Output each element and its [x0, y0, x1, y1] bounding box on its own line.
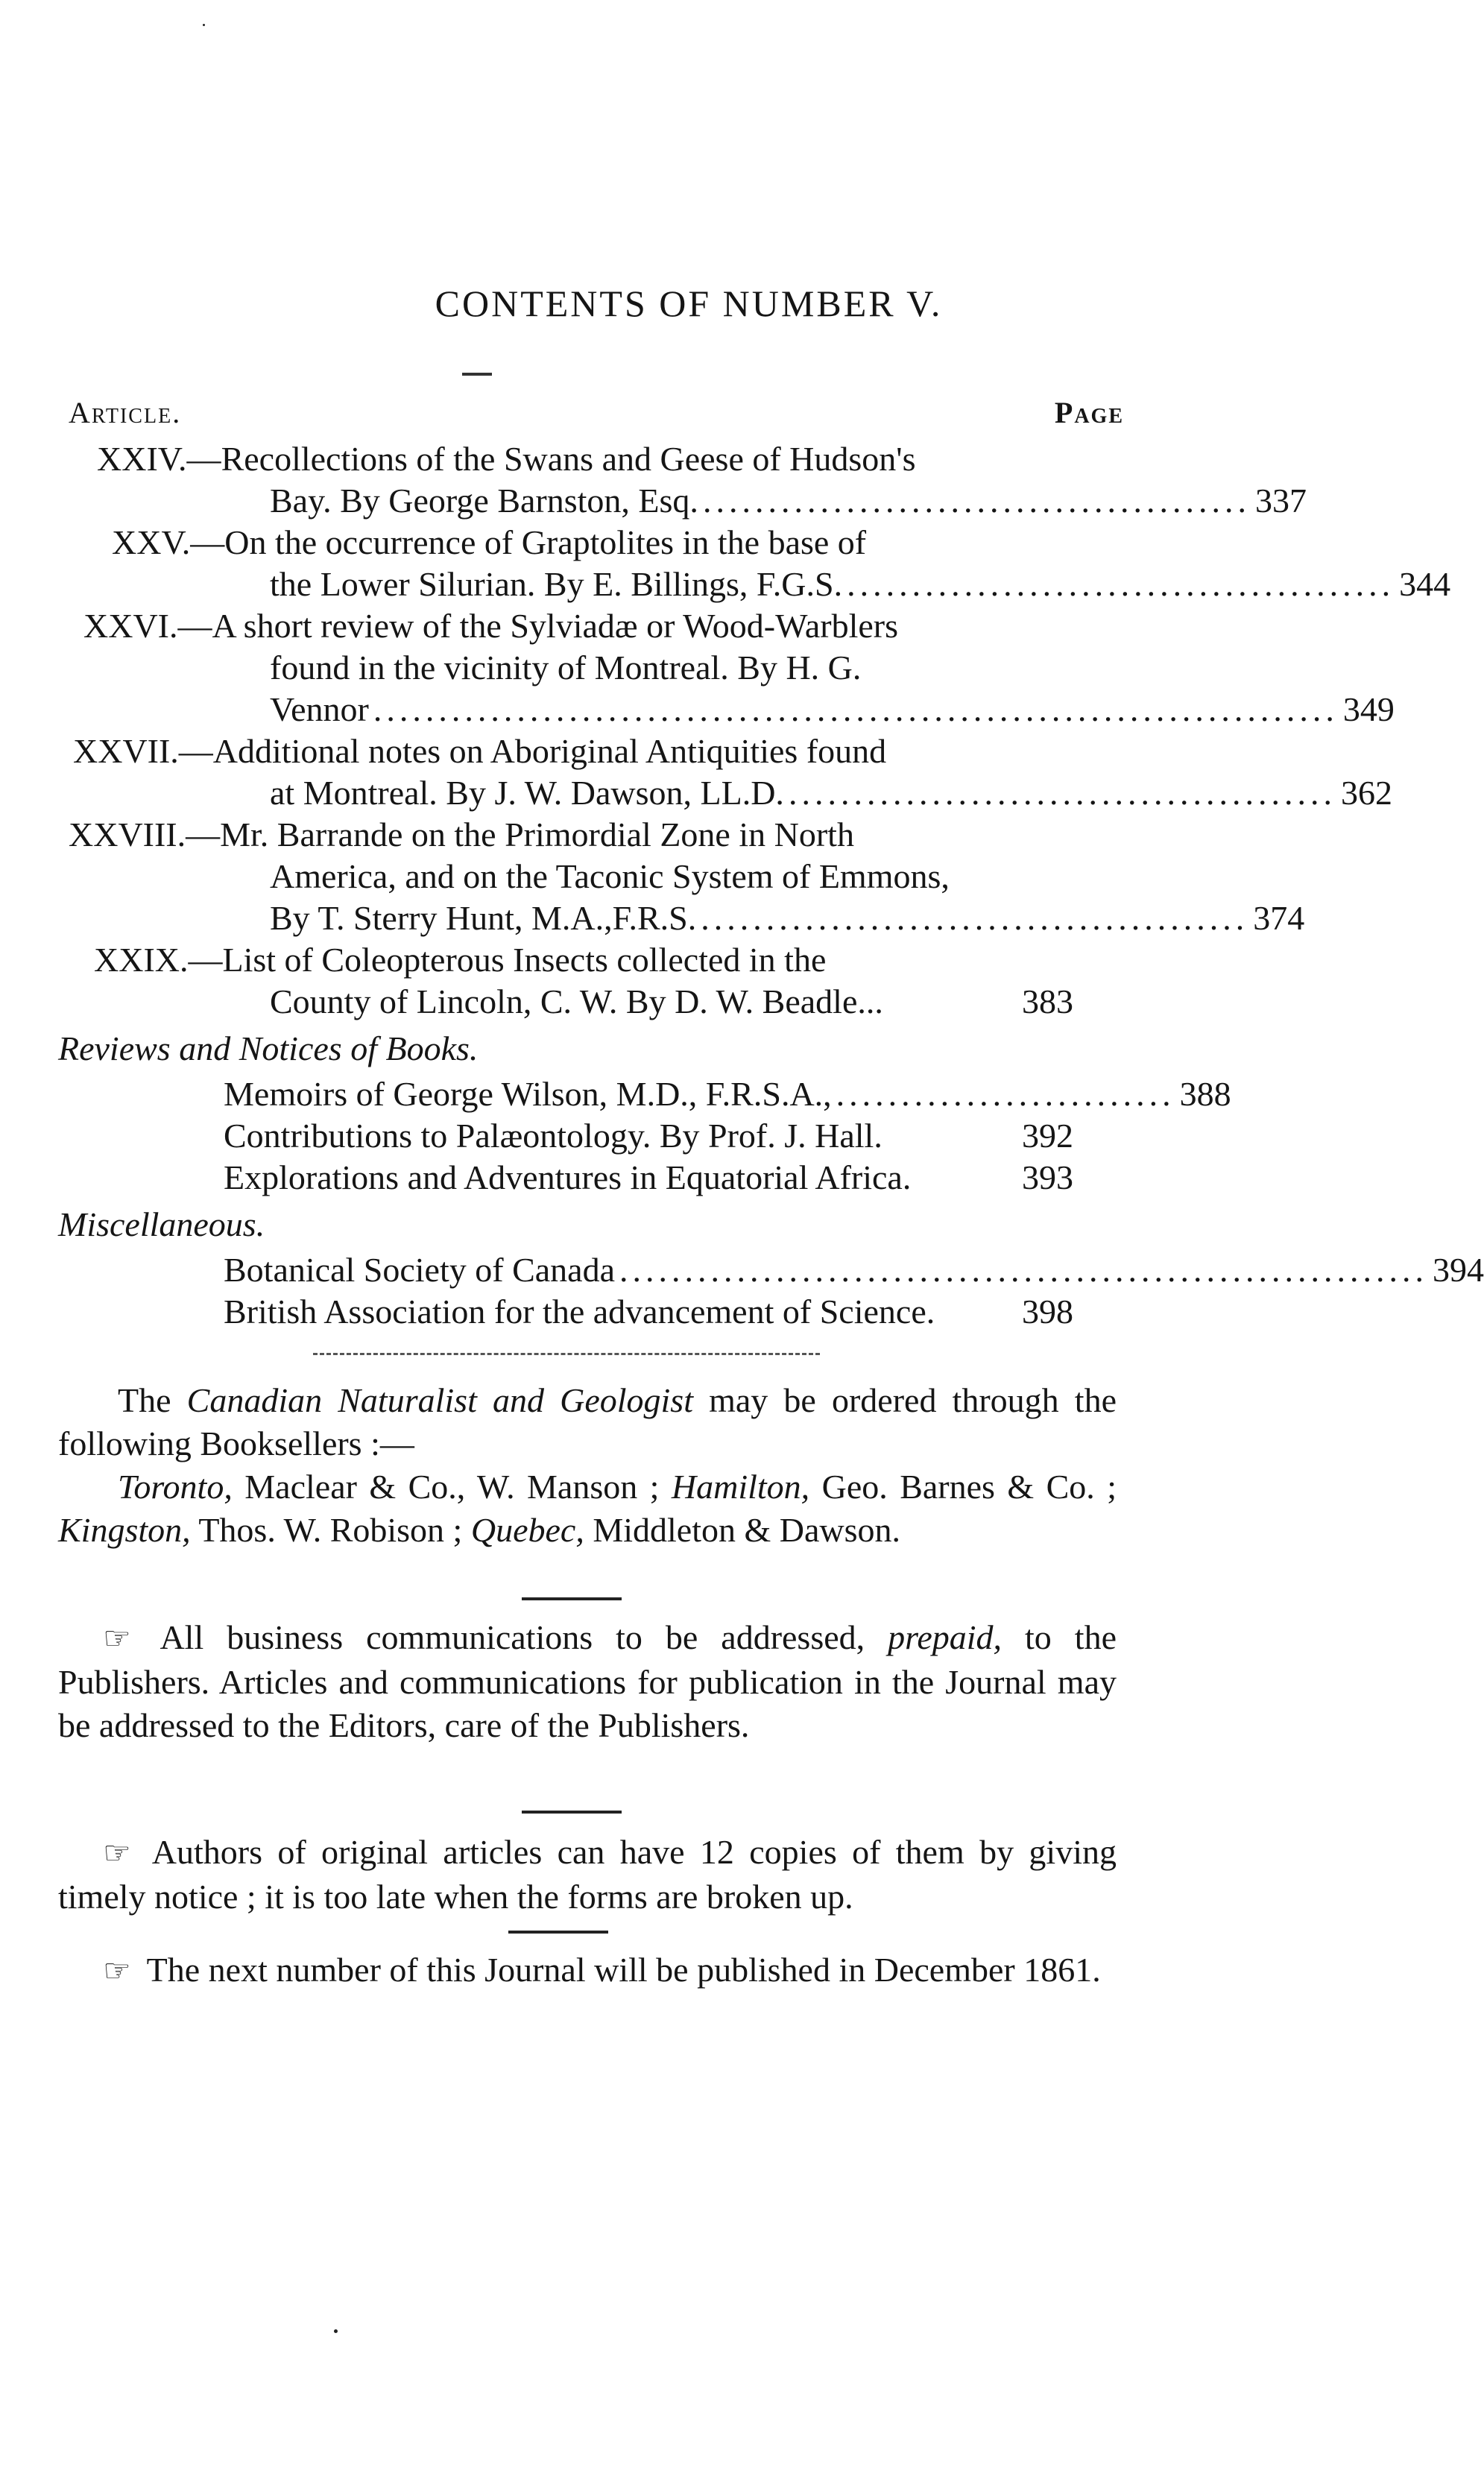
notice-next-number — [58, 1948, 1117, 1993]
article-text: the Lower Silurian. By E. Billings, F.G.S. — [270, 565, 843, 603]
review-text: Explorations and Adventures in Equatorial Africa. — [224, 1158, 912, 1196]
misc-item — [224, 1291, 1073, 1333]
article-xxvi-line-1 — [83, 605, 1073, 647]
misc-text: Botanical Society of Canada — [224, 1251, 616, 1289]
article-text: found in the vicinity of Montreal. By H. G. — [270, 648, 862, 687]
section-divider — [313, 1353, 820, 1355]
notice-authors — [58, 1831, 1117, 1919]
article-number: XXVII.— — [73, 732, 213, 770]
article-xxix-line-1 — [94, 939, 1073, 981]
city-hamilton: Hamilton, — [671, 1468, 810, 1506]
leader-dots: .......................................... — [788, 774, 1336, 812]
column-header-article: Article. — [69, 396, 182, 429]
leader-dots: .............................................................. — [619, 1251, 1429, 1289]
page-number: 362 — [1340, 774, 1392, 812]
divider-rule — [522, 1597, 622, 1600]
article-text: Vennor — [270, 690, 369, 728]
leader-dots: .......................... — [836, 1075, 1175, 1113]
notice-prepaid: prepaid, — [888, 1618, 1003, 1656]
article-xxvii-line-1 — [73, 730, 1073, 772]
review-item — [224, 1115, 1073, 1157]
divider-rule — [508, 1931, 608, 1934]
notice-business — [58, 1616, 1117, 1747]
leader-dots: .......................................... — [702, 482, 1251, 520]
page-number: 398 — [1022, 1293, 1073, 1331]
pointing-hand-icon: ☞ — [103, 1622, 131, 1656]
column-header-page: Page — [1054, 396, 1124, 429]
divider-rule — [522, 1811, 622, 1814]
review-item — [224, 1073, 1231, 1115]
article-text: A short review of the Sylviadæ or Wood-Warblers — [212, 607, 899, 645]
booksellers-text: The — [118, 1381, 187, 1419]
review-item — [224, 1157, 1073, 1199]
page-number: 349 — [1342, 690, 1395, 728]
article-text: On the occurrence of Graptolites in the base of — [224, 523, 867, 561]
article-xxvi-line-3 — [270, 689, 1395, 730]
misc-item — [224, 1249, 1484, 1291]
pointing-hand-icon: ☞ — [103, 1954, 131, 1989]
pointing-hand-icon: ☞ — [103, 1837, 131, 1871]
article-xxv-line-1 — [112, 522, 1073, 564]
page-title: CONTENTS OF NUMBER V. — [435, 283, 943, 324]
seller-text: Geo. Barnes & Co. ; — [809, 1468, 1117, 1506]
seller-text: Thos. W. Robison ; — [190, 1511, 471, 1549]
leader-dots: .......................................................................... — [373, 690, 1339, 728]
title-rule — [462, 373, 492, 376]
city-quebec: Quebec, — [470, 1511, 584, 1549]
miscellaneous-heading: Miscellaneous. — [58, 1205, 265, 1243]
city-toronto: Toronto, — [118, 1468, 233, 1506]
article-xxviii-line-1 — [69, 814, 1073, 856]
article-xxviii-line-3 — [270, 897, 1305, 939]
article-text: Additional notes on Aboriginal Antiquities found — [212, 732, 887, 770]
article-number: XXVI.— — [83, 607, 212, 645]
journal-name: Canadian Naturalist and Geologist — [186, 1381, 693, 1419]
article-text: Recollections of the Swans and Geese of Hudson's — [221, 440, 916, 478]
page-number: 394 — [1433, 1251, 1484, 1289]
leader-dots: .......................................... — [701, 899, 1249, 937]
notice-text: Authors of original articles can have 12 copies of them by giving timely notice ; it is too late when the forms are broken up. — [58, 1833, 1117, 1916]
page-number: 383 — [1022, 982, 1073, 1020]
article-text: County of Lincoln, C. W. By D. W. Beadle... — [270, 982, 883, 1020]
page-number: 344 — [1399, 565, 1451, 603]
article-number: XXIX.— — [94, 941, 223, 979]
article-xxiv-line-1 — [97, 438, 1073, 480]
article-xxvii-line-2 — [270, 772, 1392, 814]
city-kingston: Kingston, — [58, 1511, 191, 1549]
article-xxix-line-2 — [270, 981, 1073, 1023]
review-text: Contributions to Palæontology. By Prof. J. Hall. — [224, 1117, 882, 1155]
page-number: 374 — [1253, 899, 1305, 937]
page-speck — [203, 24, 205, 26]
article-text: America, and on the Taconic System of Emmons, — [270, 857, 950, 895]
booksellers-paragraph — [58, 1379, 1117, 1552]
article-text: List of Coleopterous Insects collected in the — [222, 941, 827, 979]
review-text: Memoirs of George Wilson, M.D., F.R.S.A., — [224, 1075, 832, 1113]
misc-text: British Association for the advancement of Science. — [224, 1293, 935, 1331]
page-speck — [334, 2329, 338, 2333]
article-number: XXVIII.— — [69, 815, 221, 853]
article-text: By T. Sterry Hunt, M.A.,F.R.S. — [270, 899, 697, 937]
reviews-heading: Reviews and Notices of Books. — [58, 1029, 479, 1067]
article-number: XXV.— — [112, 523, 225, 561]
article-xxviii-line-2 — [270, 856, 1073, 897]
page-number: 392 — [1022, 1117, 1073, 1155]
page-number: 337 — [1254, 482, 1307, 520]
article-xxv-line-2 — [270, 564, 1451, 605]
article-text: at Montreal. By J. W. Dawson, LL.D. — [270, 774, 784, 812]
seller-text: Maclear & Co., W. Manson ; — [232, 1468, 672, 1506]
leader-dots: .......................................... — [847, 565, 1395, 603]
article-text: Bay. By George Barnston, Esq. — [270, 482, 698, 520]
page-number: 393 — [1022, 1158, 1073, 1196]
notice-text: All business communications to be addressed, — [139, 1618, 888, 1656]
article-xxvi-line-2 — [270, 647, 1073, 689]
article-text: Mr. Barrande on the Primordial Zone in North — [220, 815, 854, 853]
seller-text: Middleton & Dawson. — [584, 1511, 901, 1549]
page-number: 388 — [1179, 1075, 1231, 1113]
article-number: XXIV.— — [97, 440, 221, 478]
article-xxiv-line-2 — [270, 480, 1307, 522]
booksellers-text: may be ordered through the following Booksellers :— — [58, 1381, 1117, 1462]
notice-text: The next number of this Journal will be published in December 1861. — [139, 1951, 1101, 1989]
notice-text: to the Publishers. Articles and communications for publication in the Journal may be addressed to the Editors, care of the Publishers. — [58, 1618, 1117, 1744]
